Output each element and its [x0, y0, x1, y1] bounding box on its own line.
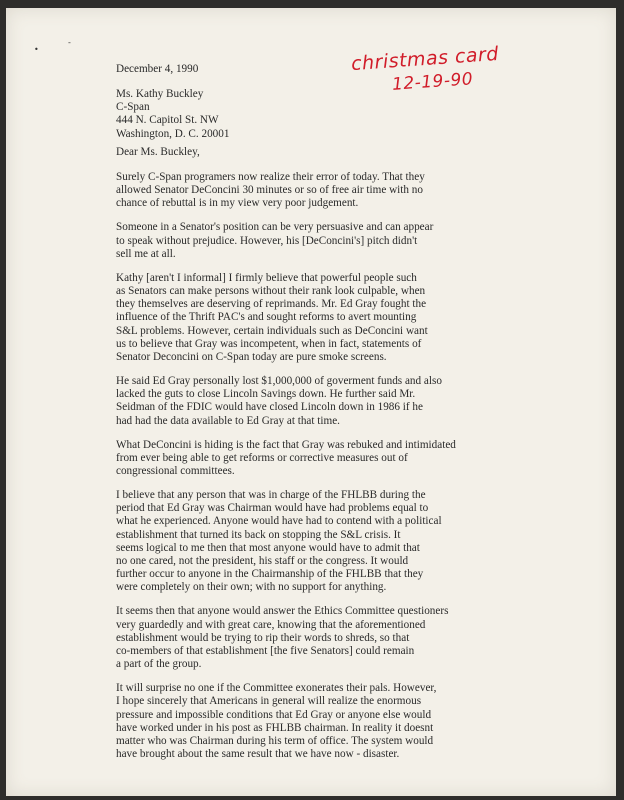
body-line: chance of rebuttal is in my view very poor judgement.: [116, 197, 359, 210]
body-line: as Senators can make persons without their rank look culpable, when: [116, 285, 426, 297]
body-line: sell me at all.: [116, 247, 176, 260]
body-line: matter who was Chairman during his term of office. The system would: [116, 735, 434, 747]
body-line: to speak without prejudice. However, his [DeConcini's] pitch didn't: [116, 234, 418, 247]
body-line: have brought about the same result that we have now - disaster.: [116, 748, 400, 761]
body-line: a part of the group.: [116, 658, 202, 671]
body-line: no one cared, not the president, his staff or the congress. It would: [116, 555, 409, 567]
letter-page: [6, 8, 616, 796]
address-line: 444 N. Capitol St. NW: [116, 114, 219, 127]
address-line: Ms. Kathy Buckley: [116, 88, 204, 100]
body-line: allowed Senator DeConcini 30 minutes or so of free air time with no: [116, 184, 423, 197]
body-line: Someone in a Senator's position can be very persuasive and can appear: [116, 221, 434, 234]
body-line: co-members of that establishment [the five Senators] could remain: [116, 645, 415, 657]
body-line: they themselves are deserving of reprimands. Mr. Ed Gray fought the: [116, 298, 427, 311]
body-line: establishment would be trying to rip their words to shreds, so that: [116, 631, 410, 644]
body-line: What DeConcini is hiding is the fact that Gray was rebuked and intimidated: [116, 438, 456, 451]
pen-mark-dash: -: [68, 38, 71, 47]
body-line: period that Ed Gray was Chairman would have had problems equal to: [116, 502, 429, 515]
body-line: seems logical to me then that most anyone would have to admit that: [116, 541, 420, 554]
pen-mark-dot: •: [34, 45, 39, 54]
body-line: Surely C-Span programers now realize their error of today. That they: [116, 171, 425, 183]
body-line: I believe that any person that was in charge of the FHLBB during the: [116, 489, 426, 501]
body-line: us to believe that Gray was incompetent, when in fact, statements of: [116, 337, 422, 350]
body-line: from ever being able to get reforms or corrective measures out of: [116, 451, 408, 464]
body-line: what he experienced. Anyone would have had to contend with a political: [116, 515, 442, 528]
handwritten-note-date: 12-19-90: [391, 69, 474, 95]
body-line: S&L problems. However, certain individuals such as DeConcini want: [116, 324, 428, 337]
body-line: Senator Deconcini on C-Span today are pure smoke screens.: [116, 351, 387, 363]
body-line: have worked under in his post as FHLBB chairman. In reality it doesnt: [116, 721, 434, 734]
salutation: Dear Ms. Buckley,: [116, 146, 200, 158]
address-line: Washington, D. C. 20001: [116, 127, 230, 140]
body-line: were completely on their own; with no support for anything.: [116, 581, 387, 594]
body-line: pressure and impossible conditions that Ed Gray or anyone else would: [116, 708, 432, 721]
body-line: It will surprise no one if the Committee exonerates their pals. However,: [116, 682, 437, 695]
body-line: establishment that turned its back on stopping the S&L crisis. It: [116, 528, 401, 541]
letter-body: [6, 8, 616, 796]
body-line: influence of the Thrift PAC's and sought reforms to avert mounting: [116, 311, 417, 324]
body-line: lacked the guts to close Lincoln Savings down. He further said Mr.: [116, 388, 416, 401]
body-line: congressional committees.: [116, 465, 235, 477]
body-line: further occur to anyone in the Chairmanship of the FHLBB that they: [116, 568, 424, 581]
body-line: Seidman of the FDIC would have closed Lincoln down in 1986 if he: [116, 401, 423, 414]
handwritten-note-line1: christmas card: [350, 42, 500, 76]
body-line: Kathy [aren't I informal] I firmly believe that powerful people such: [116, 271, 417, 284]
body-line: It seems then that anyone would answer the Ethics Committee questioners: [116, 605, 449, 618]
body-line: had had the data available to Ed Gray at that time.: [116, 414, 340, 427]
body-line: I hope sincerely that Americans in general will realize the enormous: [116, 695, 422, 708]
letter-date: December 4, 1990: [116, 63, 199, 75]
body-line: He said Ed Gray personally lost $1,000,000 of goverment funds and also: [116, 375, 442, 387]
address-line: C-Span: [116, 101, 150, 114]
body-line: very guardedly and with great care, knowing that the aforementioned: [116, 618, 426, 631]
